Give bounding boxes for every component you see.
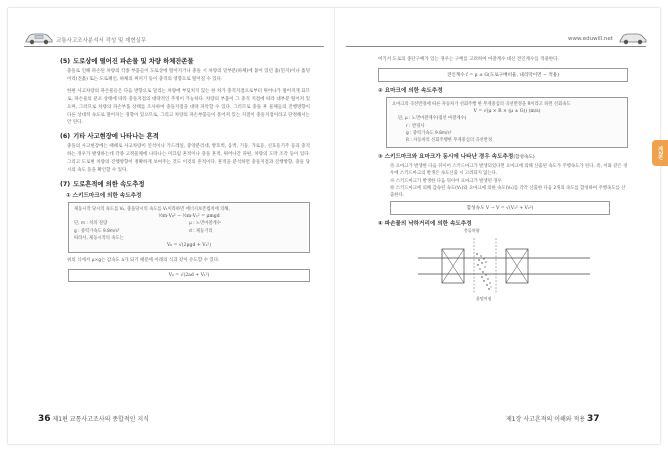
section-5-title: 도로상에 떨어진 파손물 및 차량 하체잔존물 <box>73 58 194 65</box>
header-url: www.eduwill.net <box>568 36 613 42</box>
definitions-row-2 <box>74 228 304 235</box>
debris-diagram <box>378 234 628 296</box>
section-5-para-1: 충돌로 인해 파손된 차량의 각종 부품들이 도로상에 떨어지거나 충돌 시 차량의 밑부분(하체)에 붙어 있던 흙(먼지)이나 흙덩어리(진흙) 또는 도로패인, 하체의 찌꺼기 등이 충격의 영향으로 떨어질 수 있다. <box>67 69 310 82</box>
formula-box-then: 따라서, 제동시작의 속도는 <box>74 235 124 241</box>
combined-speed-equation-box: 합성속도 V → V = √(V₁² + V₂²) <box>390 201 610 215</box>
yawmark-title: ② 요마크에 의한 속도추정 <box>378 87 443 94</box>
left-footer <box>38 414 149 424</box>
section-6-heading <box>60 131 310 140</box>
debris-figure <box>378 230 628 304</box>
section-7-heading <box>60 179 310 188</box>
header-rule-right <box>346 46 646 47</box>
section-6-title: 기타 사고현장에 나타나는 흔적 <box>73 133 159 141</box>
def-mass: 단, m : 차의 질량 <box>74 221 108 227</box>
subsection-skidmark-title: ① 스키드마크에 의한 속도추정 <box>66 192 142 199</box>
combined-item-2: ㉯ 스키드마크가 발생한 다음 뒤이어 요마크가 발생된 경우 <box>390 178 502 184</box>
right-footer <box>506 414 600 424</box>
formula-box-intro: 제동시작 당시의 속도를 V₀, 충돌당시의 속도를 V₁이라하면 에너지보존법칙에 의해, <box>74 206 230 212</box>
combined-speed-title-text: ③ 스키드마크와 요마크가 동시에 나타난 경우 속도추정 <box>378 154 514 161</box>
def-gravity: g : 중력가속도 9.8m/s² <box>74 228 120 234</box>
yawmark-def-2: r : 반경사 <box>406 123 425 129</box>
def-distance: d : 제동거리 <box>189 228 213 234</box>
yawmark-def-1: 단, μ : 노면마찰계수(접선 마찰계수) <box>398 116 467 122</box>
header-rule-left <box>24 46 324 47</box>
section-5-number: (5) <box>60 58 71 65</box>
yawmark-formula-box <box>386 97 628 148</box>
header-book-title: 교통사고조사분석서 작성 및 재현실무 <box>56 38 147 44</box>
energy-equation: ½m·V₀² − ½m·V₁² = μmgd <box>158 214 220 220</box>
right-page <box>378 56 628 304</box>
def-friction: μ : 노면마찰계수 <box>189 221 221 227</box>
definitions-row-1 <box>74 220 304 227</box>
car-logo-right-icon <box>618 30 648 46</box>
book-spread <box>8 8 663 444</box>
left-page-number: 36 <box>38 414 51 424</box>
yawmark-def-4: R : 자동차의 선회주행한 무게중심의 곡선반경 <box>406 137 492 143</box>
yawmark-def-3: g : 중력가속도 9.8m/s² <box>406 130 452 136</box>
deceleration-equation-box: V₀ = √(2ad + V₁²) <box>68 269 310 282</box>
left-page <box>60 56 310 286</box>
chapter-tab: 제2편 <box>652 140 668 166</box>
right-footer-text: 제1장 사고흔적의 이해와 적용 <box>506 416 586 423</box>
deceleration-note: 위의 식에서 μ×g는 감속도 a가 되기 때문에 아래의 식과 같이 유도할 수 있다. <box>67 258 220 264</box>
skidmark-formula-box <box>68 202 310 253</box>
section-7-number: (7) <box>60 180 71 188</box>
combined-speed-title <box>378 152 628 160</box>
initial-speed-equation: V₀ = √(2μgd + V₁²) <box>167 242 211 248</box>
section-6-para-1: 충돌의 사고현장에는 때때로 사고차량이 연석이나 가드레일, 중앙분리대, 방호벽, 옹벽, 기둥, 가로등, 신호등기주 등과 충격하는 경우가 발생하는데 각종 고정물체에 나타나는 미끄럼 흔적이나 충돌 흔적, 튀어나간 파편, 차량의 도막 조각 등이 있다. 그리고 도로변 차량의 진행방향이 정확하게 보여주는 것도 이것의 흔적이다. 흔적을 분석하면 충돌지점과 진행방향, 충돌 당시의 속도 등을 확인할 수 있다. <box>67 144 310 174</box>
yawmark-box-intro: 요마크의 곡선반경에 따른 자동차가 선회주행 한 무게중심의 곡선반경을 R이라고 하면 선회속도 <box>392 101 571 107</box>
traction-coefficient-box: 견인계수 f = μ ± G(도로구배비율, 내리막이면 − 적용) <box>378 68 628 82</box>
yawmark-equation: V = √(μ × R × (μ ± G)) (m/s) <box>473 109 541 115</box>
page-gutter <box>334 8 335 444</box>
figure-label-bottom: 흙떨어짐 <box>476 296 492 302</box>
combined-speed-title-note: (합성속도) <box>513 155 535 161</box>
car-logo-icon <box>24 31 54 45</box>
grade-intro: 여기서 도로의 종단구배가 있는 경우는 구배를 고려하여 마찰계수 대신 견인계수를 적용한다. <box>378 57 559 62</box>
right-page-number: 37 <box>587 414 600 424</box>
figure-label-top: 충돌차량 <box>464 228 480 234</box>
combined-item-1: ㉮ 요마크가 발생한 다음 뒤이어 스키드마크가 발생되었다면 요마크에 의해 산출된 속도가 주행속도가 된다. 즉, 이와 같은 경우에 스키드마크의 발생은 속도산출 시 고려되지 않는다. <box>390 164 628 177</box>
section-5-para-2: 한편 사고차량의 파손물들은 다음 방향으로 달리는 차량에 부딪치지 않는 한 차가 충격지점으로부터 튀어나가 떨어지게 되므로, 파손물의 분포 상태에 따라 충돌지점의 대략적인 추정이 가능하다. 차량의 부품이 그 충격 지점에 따라 대부분 떨어져 있으며, 그러므로 차량의 파손부품 상태를 조사하여 충돌지점을 대략 파악할 수 있다. 그러므로 충돌 후 물체들의 진행방향이 다른 상대적 속도로 떨어지는 경향이 있으므로, 그리고 차량의 파손부품들이 흩어져 있는 지점이 충돌지점이라고 단정해서는 안 된다. <box>67 88 310 126</box>
section-5-heading <box>60 56 310 65</box>
combined-item-3: ㉰ 스키드마크에 의해 감속된 속도(V₁)와 요마크에 의한 속도(V₂)를 각각 산출한 다음 2개의 속도를 합성하여 주행속도를 산출한다. <box>390 185 626 198</box>
left-footer-text: 제1편 교통사고조사의 종합적인 지식 <box>52 416 149 423</box>
section-7-title: 도로흔적에 의한 속도추정 <box>73 180 145 188</box>
debris-speed-title: ④ 파손물의 낙하거리에 의한 속도추정 <box>378 221 472 228</box>
section-6-number: (6) <box>60 133 71 141</box>
